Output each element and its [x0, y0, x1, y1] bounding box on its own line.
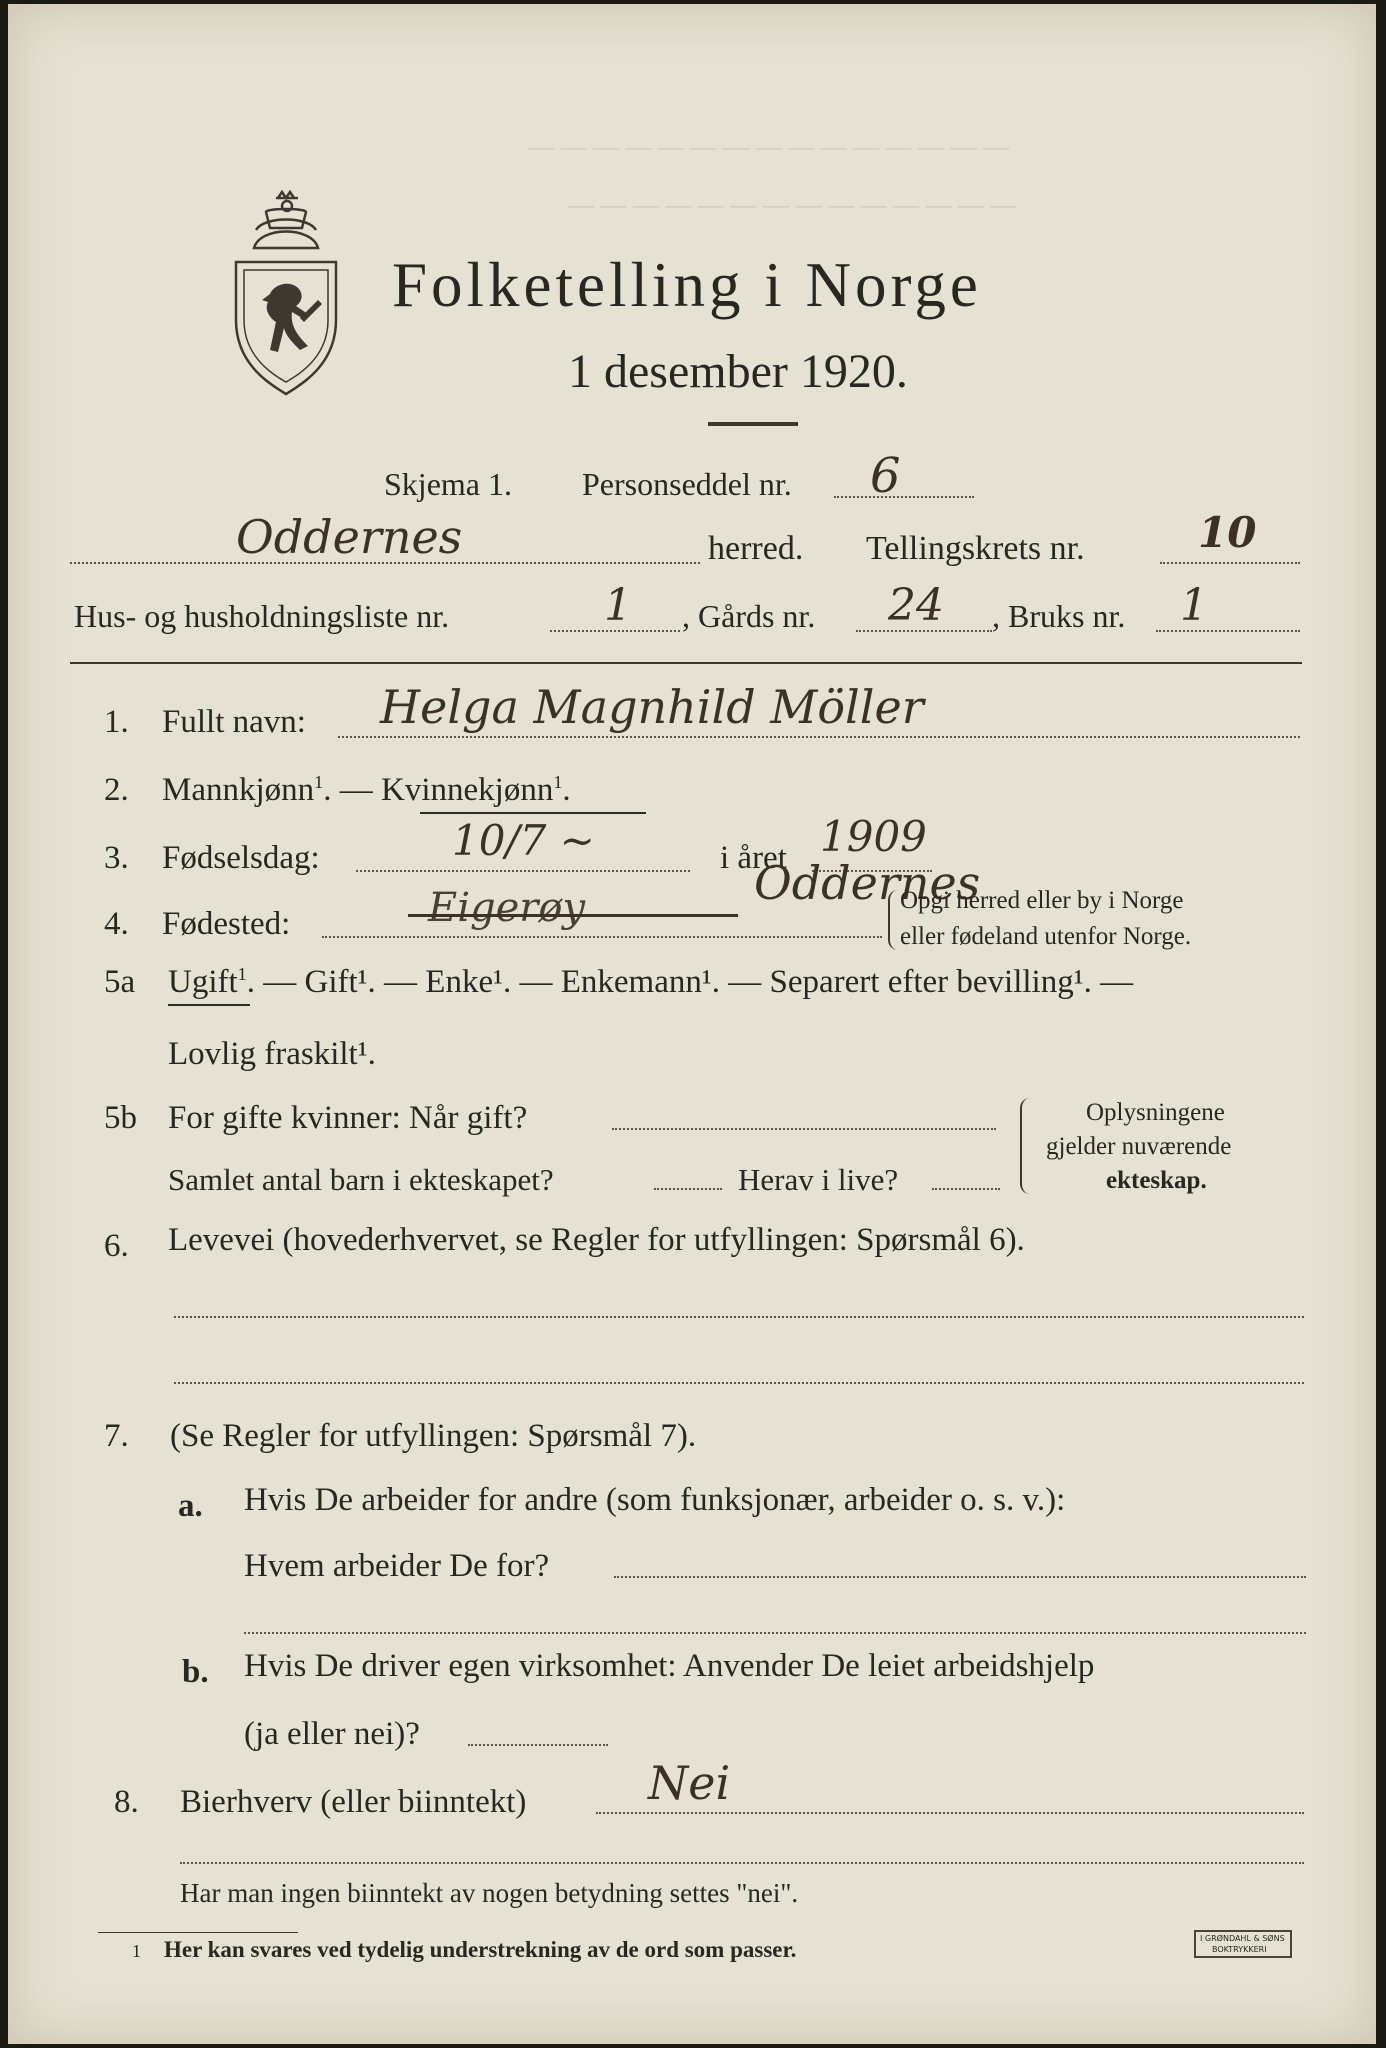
q5b-number: 5b [104, 1100, 137, 1136]
q5b-label-children: Samlet antal barn i ekteskapet? [168, 1162, 554, 1197]
option-female[interactable]: Kvinnekjønn [381, 772, 554, 808]
employer-field[interactable] [614, 1576, 1306, 1578]
female-underline [420, 812, 646, 814]
footnote-rule [98, 1932, 298, 1933]
q7a-letter: a. [178, 1488, 203, 1524]
q6-number: 6. [104, 1228, 129, 1264]
q7b-letter: b. [182, 1654, 209, 1690]
hired-help-field[interactable] [468, 1744, 608, 1746]
side-income-field[interactable]: Nei [648, 1756, 731, 1810]
option-male[interactable]: Mannkjønn [162, 772, 315, 808]
ugift-underline [168, 1004, 250, 1006]
q7-number: 7. [104, 1418, 129, 1454]
q7-label: (Se Regler for utfyllingen: Spørsmål 7). [170, 1418, 697, 1454]
birth-year-field[interactable]: 1909 [820, 812, 927, 861]
q5a-number: 5a [104, 964, 136, 1000]
q5a-line-2[interactable]: Lovlig fraskilt¹. [168, 1036, 376, 1072]
q7b-label-2: (ja eller nei)? [244, 1716, 420, 1752]
q4-number: 4. [104, 906, 129, 942]
husliste-field[interactable]: 1 [604, 580, 632, 631]
marriage-note-line-1: Oplysningene [1086, 1099, 1225, 1126]
q1-number: 1. [104, 704, 129, 740]
gards-field[interactable]: 24 [888, 580, 944, 631]
birthplace-struck-text: Eigerøy [428, 885, 586, 931]
footnote-marker: 1 [132, 1941, 141, 1961]
q1-label: Fullt navn: [162, 704, 306, 740]
birthplace-note-line-2: eller fødeland utenfor Norge. [900, 923, 1192, 950]
children-total-field[interactable] [654, 1188, 722, 1190]
q3-label: Fødselsdag: [162, 840, 320, 876]
coat-of-arms-icon [226, 190, 346, 396]
birthplace-field[interactable]: Oddernes [754, 856, 981, 910]
herred-label: herred. [708, 530, 804, 567]
personseddel-field[interactable]: 6 [870, 448, 901, 504]
census-date: 1 desember 1920. [568, 345, 908, 398]
census-form-sheet: — — — — — — — — — — — — — — — — — — — — — — — — — — — — — Folketelling i Norge 1 desember 1920. Skjema 1. Personseddel nr. 6 Oddernes herred. Tellingskrets nr. 10 Hus- og husholdningsliste nr. 1 , Gårds nr. 24 , Bruks nr. 1 1. Fullt navn: Helga Magnhild Möller 2. Mannkjønn$^1$. — Kvinnekjønn$^1$. 3. Fødselsdag: 10/7 ~ i året 1909 4. Fødested: Eigerøy Oddernes Opgi herred eller by i Norge eller fødeland utenfor Norge. 5a Ugift$^1$. — Gift¹. — Enke¹. — Enkemann¹. — Separert efter bevilling¹. — Lovlig fraskilt¹. 5b For gifte kvinner: Når gift? Samlet antal barn i ekteskapet? Herav i live? Oplysningene gjelder nuværende ekteskap. 6. Levevei (hovederhvervet, se Regler for utfyllingen: Spørsmål 6). 7. (Se Regler for utfyllingen: Spørsmål 7). a. Hvis De arbeider for andre (som funksjonær, arbeider o. s. v.): Hvem arbeider De for? b. Hvis De driver egen virksomhet: Anvender De leiet arbeidshjelp (ja eller nei)? 8. Bierhverv (eller biinntekt) Nei Har man ingen biinntekt av nogen betydning settes "nei". 1 Her kan svares ved tydelig understrekning av de ord som passer. I GRØNDAHL & SØNS BOKTRYKKERI [8, 4, 1376, 2044]
birth-date-field[interactable]: 10/7 ~ [452, 816, 595, 865]
herred-field[interactable]: Oddernes [236, 510, 463, 564]
marriage-note-line-3: ekteskap. [1106, 1167, 1207, 1194]
married-when-field[interactable] [612, 1128, 996, 1130]
option-ugift[interactable]: Ugift [168, 964, 238, 1000]
husliste-label: Hus- og husholdningsliste nr. [74, 598, 450, 634]
q5b-label-alive: Herav i live? [738, 1162, 899, 1197]
footnote-text: Her kan svares ved tydelig understrekning av de ord som passer. [164, 1937, 797, 1962]
birthplace-note-line-1: Opgi herred eller by i Norge [900, 887, 1184, 914]
page-title: Folketelling i Norge [392, 250, 982, 320]
q3-year-label: i året [720, 840, 787, 876]
tellingskrets-label: Tellingskrets nr. [866, 530, 1085, 567]
q6-label: Levevei (hovederhvervet, se Regler for utfyllingen: Spørsmål 6). [168, 1222, 1025, 1258]
q5a-options: Ugift$^1$. — Gift¹. — Enke¹. — Enkemann¹. — Separert efter bevilling¹. — [168, 964, 1134, 1000]
occupation-field-line-1[interactable] [174, 1316, 1304, 1318]
birthplace-strikethrough [408, 914, 738, 917]
q8-number: 8. [114, 1784, 139, 1820]
bruks-label: , Bruks nr. [992, 598, 1126, 634]
occupation-field-line-2[interactable] [174, 1382, 1304, 1384]
printer-stamp: I GRØNDAHL & SØNS BOKTRYKKERI [1194, 1930, 1292, 1958]
full-name-field[interactable]: Helga Magnhild Möller [380, 680, 924, 734]
q3-number: 3. [104, 840, 129, 876]
q2-number: 2. [104, 772, 129, 808]
q7a-label: Hvis De arbeider for andre (som funksjonær, arbeider o. s. v.): [244, 1482, 1066, 1518]
employer-field-line-2[interactable] [244, 1632, 1306, 1634]
section-divider [70, 662, 1302, 664]
q8-label: Bierhverv (eller biinntekt) [180, 1784, 527, 1820]
side-income-field-line-2[interactable] [180, 1862, 1304, 1864]
tellingskrets-field[interactable]: 10 [1198, 508, 1257, 557]
marriage-note-brace [1020, 1098, 1034, 1194]
q4-label: Fødested: [162, 906, 291, 942]
skjema-label: Skjema 1. [384, 466, 512, 502]
title-divider [708, 422, 798, 426]
q5b-label-married: For gifte kvinner: Når gift? [168, 1100, 528, 1136]
q7b-label: Hvis De driver egen virksomhet: Anvender De leiet arbeidshjelp [244, 1648, 1095, 1684]
birthplace-note-brace [888, 890, 900, 950]
bruks-field[interactable]: 1 [1180, 580, 1208, 631]
marriage-note-line-2: gjelder nuværende [1046, 1133, 1232, 1160]
gards-label: , Gårds nr. [682, 598, 816, 634]
children-alive-field[interactable] [932, 1188, 1000, 1190]
side-income-note: Har man ingen biinntekt av nogen betydning settes "nei". [180, 1878, 799, 1908]
q2-options: Mannkjønn$^1$. — Kvinnekjønn$^1$. [162, 772, 571, 808]
q7a-label-2: Hvem arbeider De for? [244, 1548, 550, 1584]
civil-status-options[interactable]: . — Gift¹. — Enke¹. — Enkemann¹. — Separert efter bevilling¹. — [246, 964, 1134, 1000]
personseddel-label: Personseddel nr. [582, 466, 792, 502]
